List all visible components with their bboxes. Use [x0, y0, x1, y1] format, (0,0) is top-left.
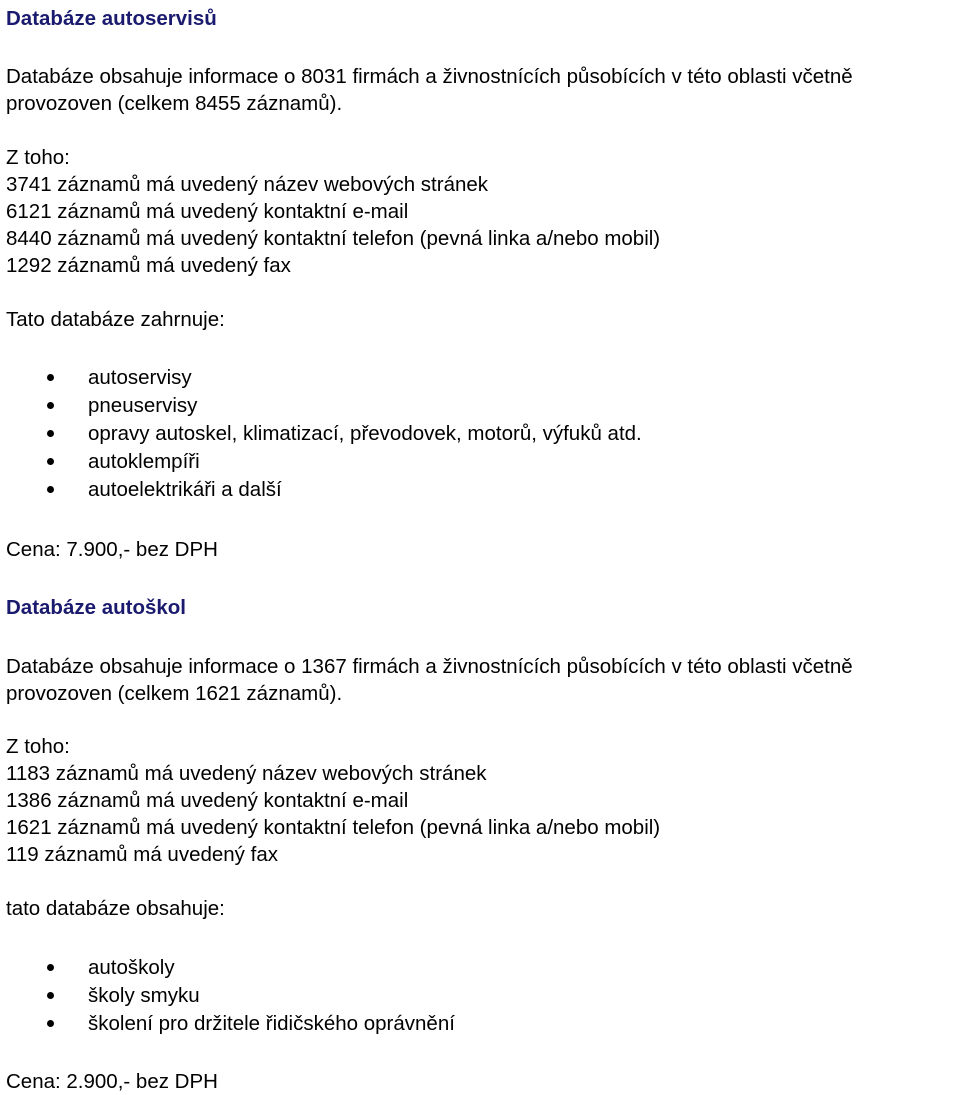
list-item-label: autoservisy — [88, 366, 192, 389]
stat-line: 1386 záznamů má uvedený kontaktní e-mail — [6, 789, 409, 812]
section-intro-line: Databáze obsahuje informace o 1367 firmách a živnostnících působících v této oblasti včetně — [6, 655, 853, 678]
bullet-icon — [47, 402, 54, 409]
section-title: Databáze autoškol — [6, 596, 186, 619]
bullet-icon — [47, 1020, 54, 1027]
list-item-label: autoelektrikáři a další — [88, 478, 282, 501]
list-item-label: školení pro držitele řidičského oprávnění — [88, 1012, 455, 1035]
list-item-label: autoklempíři — [88, 450, 200, 473]
list-item-label: pneuservisy — [88, 394, 198, 417]
stat-line: 3741 záznamů má uvedený název webových stránek — [6, 173, 489, 196]
stat-line: 1183 záznamů má uvedený název webových stránek — [6, 762, 487, 785]
bullet-icon — [47, 374, 54, 381]
section-intro-line: provozoven (celkem 8455 záznamů). — [6, 92, 343, 115]
bullet-icon — [47, 486, 54, 493]
stats-label: Z toho: — [6, 146, 70, 169]
price-label: Cena: 7.900,- bez DPH — [6, 538, 218, 561]
section-intro-line: provozoven (celkem 1621 záznamů). — [6, 682, 343, 705]
list-item-label: autoškoly — [88, 956, 175, 979]
includes-label: tato databáze obsahuje: — [6, 897, 225, 920]
stats-label: Z toho: — [6, 735, 70, 758]
bullet-icon — [47, 992, 54, 999]
list-item-label: školy smyku — [88, 984, 200, 1007]
section-title: Databáze autoservisů — [6, 7, 217, 30]
bullet-icon — [47, 430, 54, 437]
stat-line: 1292 záznamů má uvedený fax — [6, 254, 291, 277]
includes-label: Tato databáze zahrnuje: — [6, 308, 225, 331]
stat-line: 6121 záznamů má uvedený kontaktní e-mail — [6, 200, 409, 223]
bullet-icon — [47, 458, 54, 465]
stat-line: 1621 záznamů má uvedený kontaktní telefon (pevná linka a/nebo mobil) — [6, 816, 661, 839]
stat-line: 119 záznamů má uvedený fax — [6, 843, 278, 866]
bullet-icon — [47, 964, 54, 971]
price-label: Cena: 2.900,- bez DPH — [6, 1070, 218, 1093]
list-item-label: opravy autoskel, klimatizací, převodovek, motorů, výfuků atd. — [88, 422, 642, 445]
section-intro-line: Databáze obsahuje informace o 8031 firmách a živnostnících působících v této oblasti včetně — [6, 65, 853, 88]
stat-line: 8440 záznamů má uvedený kontaktní telefon (pevná linka a/nebo mobil) — [6, 227, 661, 250]
